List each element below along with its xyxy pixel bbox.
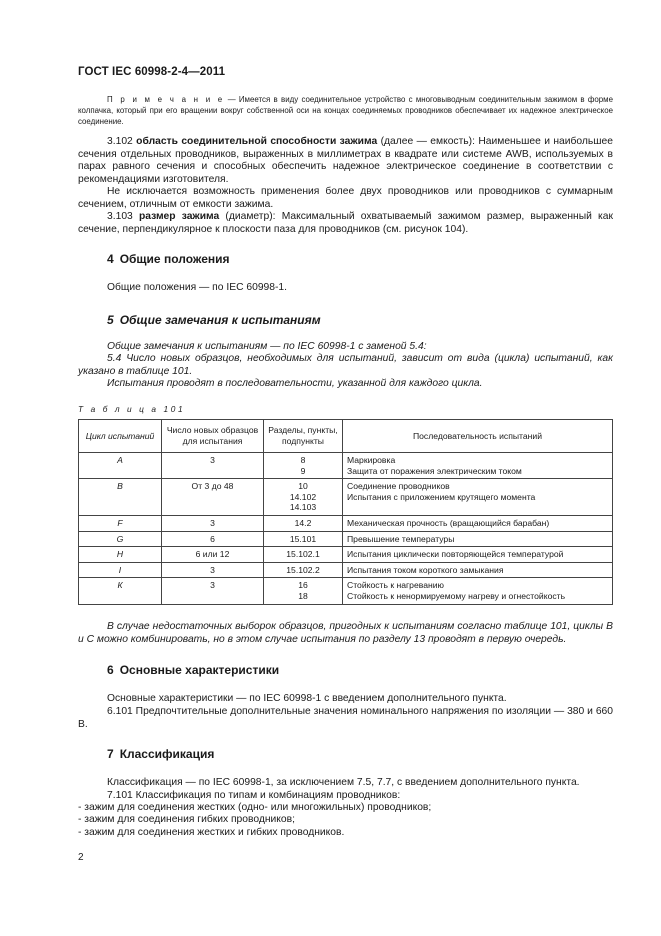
tests-cell: Испытания циклически повторяющейся температурой	[343, 547, 613, 563]
tests-cell: Маркировка Защита от поражения электрическим током	[343, 453, 613, 479]
list-item: - зажим для соединения жестких и гибких проводников.	[78, 827, 345, 838]
page-number: 2	[78, 852, 84, 863]
column-header: Цикл испытаний	[79, 420, 162, 453]
cycle-cell: H	[79, 547, 162, 563]
count-cell: 3	[162, 453, 264, 479]
section-6-p2: 6.101 Предпочтительные дополнительные значения номинального напряжения по изоляции — 380 и 660 В.	[78, 706, 613, 730]
table-caption: Т а б л и ц а 101	[78, 404, 186, 414]
section-6-p1: Основные характеристики — по IEC 60998-1 с введением дополнительного пункта.	[107, 693, 507, 704]
cycle-cell: G	[79, 531, 162, 547]
tests-cell: Стойкость к нагреванию Стойкость к ненормируемому нагреву и огнестойкость	[343, 578, 613, 604]
table-row	[79, 453, 613, 479]
section-title: Общие положения	[119, 252, 230, 266]
cycle-cell: F	[79, 515, 162, 531]
section-title: Общие замечания к испытаниям	[119, 313, 321, 327]
cycle-cell: К	[79, 578, 162, 604]
section-7-heading	[107, 747, 214, 761]
cycle-cell: А	[79, 453, 162, 479]
count-cell: 6	[162, 531, 264, 547]
count-cell: 3	[162, 515, 264, 531]
clauses-cell: 10 14.102 14.103	[264, 479, 343, 516]
count-cell: 6 или 12	[162, 547, 264, 563]
table-footnote: В случае недостаточных выборок образцов, пригодных к испытаниям согласно таблице 101, циклы В и С можно комбинировать, но в этом случае испытания по разделу 13 проводят в первую очередь.	[78, 621, 613, 645]
cycle-cell: В	[79, 479, 162, 516]
clause-term: область соединительной способности зажима	[136, 136, 378, 147]
tests-cell: Соединение проводников Испытания с приложением крутящего момента	[343, 479, 613, 516]
clause-3-102-note: Не исключается возможность применения более двух проводников или проводников с суммарным сечением, отличным от емкости зажима.	[78, 186, 613, 210]
count-cell: От 3 до 48	[162, 479, 264, 516]
section-5-p3: Испытания проводят в последовательности, указанной для каждого цикла.	[107, 378, 483, 389]
list-item: - зажим для соединения гибких проводников;	[78, 814, 295, 825]
table-row	[79, 515, 613, 531]
clauses-cell: 15.102.1	[264, 547, 343, 563]
clauses-cell: 15.101	[264, 531, 343, 547]
table-row	[79, 562, 613, 578]
section-number: 7	[107, 747, 114, 761]
clause-3-102	[78, 136, 613, 186]
tests-cell: Испытания током короткого замыкания	[343, 562, 613, 578]
tests-cell: Механическая прочность (вращающийся барабан)	[343, 515, 613, 531]
column-header: Последовательность испытаний	[343, 420, 613, 453]
column-header: Разделы, пункты, подпункты	[264, 420, 343, 453]
note-paragraph	[78, 94, 613, 127]
table-header-row	[79, 420, 613, 453]
list-item: - зажим для соединения жестких (одно- или многожильных) проводников;	[78, 802, 432, 813]
clause-text: (диаметр): Максимальный охватываемый зажимом размер, выраженный как сечение, перпендикулярное к плоскости паза для проводников (см. рисунок 104).	[78, 211, 614, 235]
clause-3-103	[78, 211, 613, 236]
clauses-cell: 15.102.2	[264, 562, 343, 578]
table-row	[79, 578, 613, 604]
count-cell: 3	[162, 562, 264, 578]
note-text: — Имеется в виду соединительное устройство с многовыводным соединительным зажимом в форме колпачка, который при его вращении вокруг собственной оси на концах соединяемых проводников обеспечивает их надежное электрическое соединение.	[78, 95, 613, 126]
count-cell: 3	[162, 578, 264, 604]
section-title: Классификация	[119, 747, 215, 761]
section-number: 5	[107, 313, 114, 327]
section-5-p2: 5.4 Число новых образцов, необходимых для испытаний, зависит от вида (цикла) испытаний, как указано в таблице 101.	[78, 353, 613, 377]
table-row	[79, 547, 613, 563]
column-header: Число новых образцов для испытания	[162, 420, 264, 453]
section-4-heading	[107, 252, 230, 266]
tests-cell: Превышение температуры	[343, 531, 613, 547]
clauses-cell: 16 18	[264, 578, 343, 604]
section-7-p2: 7.101 Классификация по типам и комбинациям проводников:	[107, 790, 401, 801]
clause-term: размер зажима	[138, 211, 220, 222]
clauses-cell: 14.2	[264, 515, 343, 531]
section-5-heading	[107, 313, 321, 327]
cycle-cell: I	[79, 562, 162, 578]
clause-number: 3.102	[107, 136, 133, 147]
note-label: П р и м е ч а н и е	[107, 95, 225, 104]
section-4-text: Общие положения — по IEC 60998-1.	[107, 282, 288, 293]
clause-number: 3.103	[107, 211, 133, 222]
table-row	[79, 479, 613, 516]
document-header: ГОСТ IEC 60998-2-4—2011	[78, 66, 226, 78]
section-7-p1: Классификация — по IEC 60998-1, за исключением 7.5, 7.7, с введением дополнительного пункта.	[107, 777, 580, 788]
section-6-heading	[107, 663, 279, 677]
section-number: 4	[107, 252, 114, 266]
section-5-p1: Общие замечания к испытаниям — по IEC 60998-1 с заменой 5.4:	[107, 341, 427, 352]
section-title: Основные характеристики	[119, 663, 280, 677]
table-row	[79, 531, 613, 547]
clause-text: (далее — емкость): Наименьшее и наибольшее сечения отдельных проводников, выраженных в миллиметрах в квадрате или системе AWB, используемых в парах равного сечения и способных обеспечить надежное электрическое соединение в соответствии с рекомендациями изготовителя.	[78, 136, 613, 185]
section-number: 6	[107, 663, 114, 677]
table-101	[78, 419, 613, 605]
clauses-cell: 8 9	[264, 453, 343, 479]
